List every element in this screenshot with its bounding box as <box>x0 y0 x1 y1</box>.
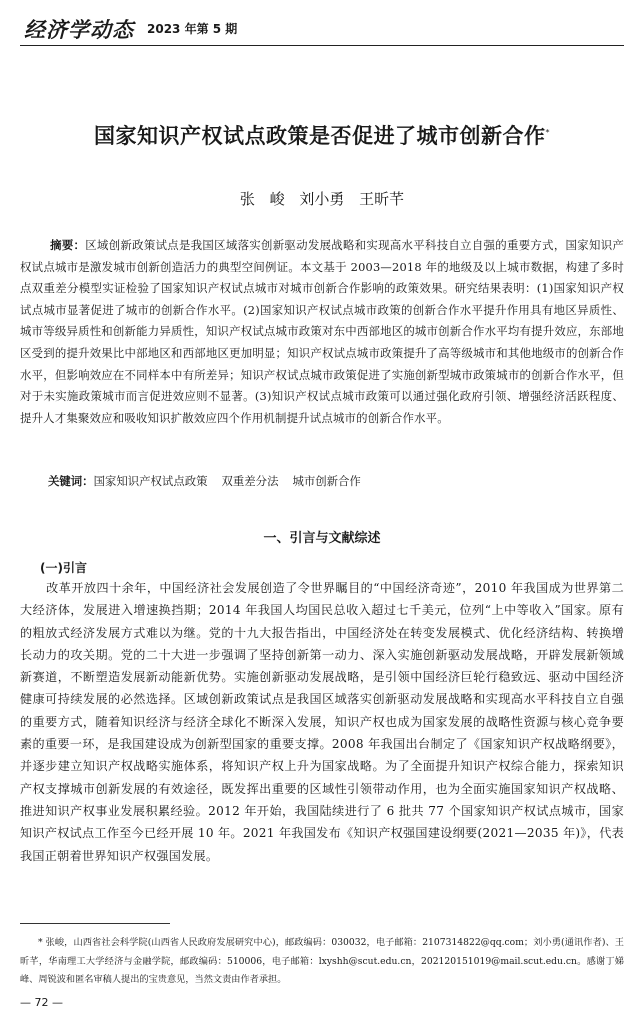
journal-header <box>20 8 624 44</box>
abstract-label: 摘要： <box>50 238 86 252</box>
author-footnote-text: * 张峻，山西省社会科学院(山西省人民政府发展研究中心)，邮政编码：030032，电子邮箱：2107314822@qq.com；刘小勇(通讯作者)、王昕芊，华南理工大学经济与金融学院，邮政编码：510006，电子邮箱：lxyshh@scut.edu.cn，202120151019@mail.scut.edu.cn。感谢丁娣峰、周锐波和匿名审稿人提出的宝贵意见，当然文责由作者承担。 <box>20 937 624 985</box>
keywords-label: 关键词： <box>48 474 94 488</box>
author-footnote <box>20 934 624 990</box>
title-footnote-mark: * <box>545 128 550 137</box>
keyword-item: 城市创新合作 <box>292 474 361 488</box>
footnote-divider <box>20 923 170 924</box>
article-title-text: 国家知识产权试点政策是否促进了城市创新合作 <box>94 124 546 148</box>
subsection-heading: (一)引言 <box>40 561 87 575</box>
abstract <box>20 235 624 429</box>
header-divider <box>20 45 624 46</box>
journal-issue: 2023 年第 5 期 <box>147 22 238 36</box>
page-number: — 72 — <box>20 996 63 1009</box>
article-title <box>20 120 624 150</box>
keyword-item: 国家知识产权试点政策 <box>93 474 208 488</box>
keywords <box>48 473 375 489</box>
journal-name: 经济学动态 <box>24 17 134 42</box>
abstract-text: 区域创新政策试点是我国区域落实创新驱动发展战略和实现高水平科技自立自强的重要方式，国家知识产权试点城市是激发城市创新创造活力的典型空间例证。本文基于 2003—2018 年的地级及以上城市数据，构建了多时点双重差分模型实证检验了国家知识产权试点城市对城市创新合作影响的政策效果。研究结果表明：(1)国家知识产权试点城市显著促进了城市的创新合作水平。(2)国家知识产权试点城市政策的创新合作水平提升作用具有地区异质性、城市等级异质性和创新能力异质性，知识产权试点城市政策对东中西部地区的城市创新合作水平均有提升效应，东部地区受到的提升效果比中部地区和西部地区更加明显；知识产权试点城市政策提升了高等级城市和其他地级市的创新合作水平，但影响效应在不同样本中有所差异；知识产权试点城市政策促进了实施创新型城市政策城市的创新合作水平，但对于未实施政策城市而言促进效应则不显著。(3)知识产权试点城市政策可以通过强化政府引领、增强经济活跃程度、提升人才集聚效应和吸收知识扩散效应四个作用机制提升试点城市的创新合作水平。 <box>20 238 625 425</box>
section-heading: 一、引言与文献综述 <box>263 531 381 546</box>
article-authors: 张 峻 刘小勇 王昕芊 <box>239 190 405 208</box>
body-paragraph <box>20 577 624 867</box>
keyword-item: 双重差分法 <box>221 474 279 488</box>
body-paragraph-text: 改革开放四十余年，中国经济社会发展创造了令世界瞩目的“中国经济奇迹”，2010 年我国成为世界第二大经济体，发展进入增速换挡期；2014 年我国人均国民总收入超过七千美元，位列“上中等收入”国家。原有的粗放式经济发展方式难以为继。党的十九大报告指出，中国经济处在转变发展模式、优化经济结构、转换增长动力的攻关期。党的二十大进一步强调了坚持创新第一动力、深入实施创新驱动发展战略，开辟发展新领域新赛道，不断塑造发展新动能新优势。实施创新驱动发展战略，是引领中国经济巨轮行稳致远、驱动中国经济健康可持续发展的必然选择。区域创新政策试点是我国区域落实创新驱动发展战略和实现高水平科技自立自强的重要方式，随着知识经济与经济全球化不断深入发展，知识产权也成为国家发展的战略性资源与核心竞争要素的重要一环，是我国建设成为创新型国家的重要支撑。2008 年我国出台制定了《国家知识产权战略纲要》，并逐步建立知识产权战略实施体系，将知识产权上升为国家战略。为了全面提升知识产权综合能力，探索知识产权支撑城市创新发展的有效途径，既发挥出重要的区域性引领带动作用，也为全面实施国家知识产权战略、推进知识产权事业发展积累经验。2012 年开始，我国陆续进行了 6 批共 77 个国家知识产权试点城市，国家知识产权试点工作至今已经开展 10 年。2021 年我国发布《知识产权强国建设纲要(2021—2035 年)》，代表我国正朝着世界知识产权强国发展。 <box>20 581 624 863</box>
